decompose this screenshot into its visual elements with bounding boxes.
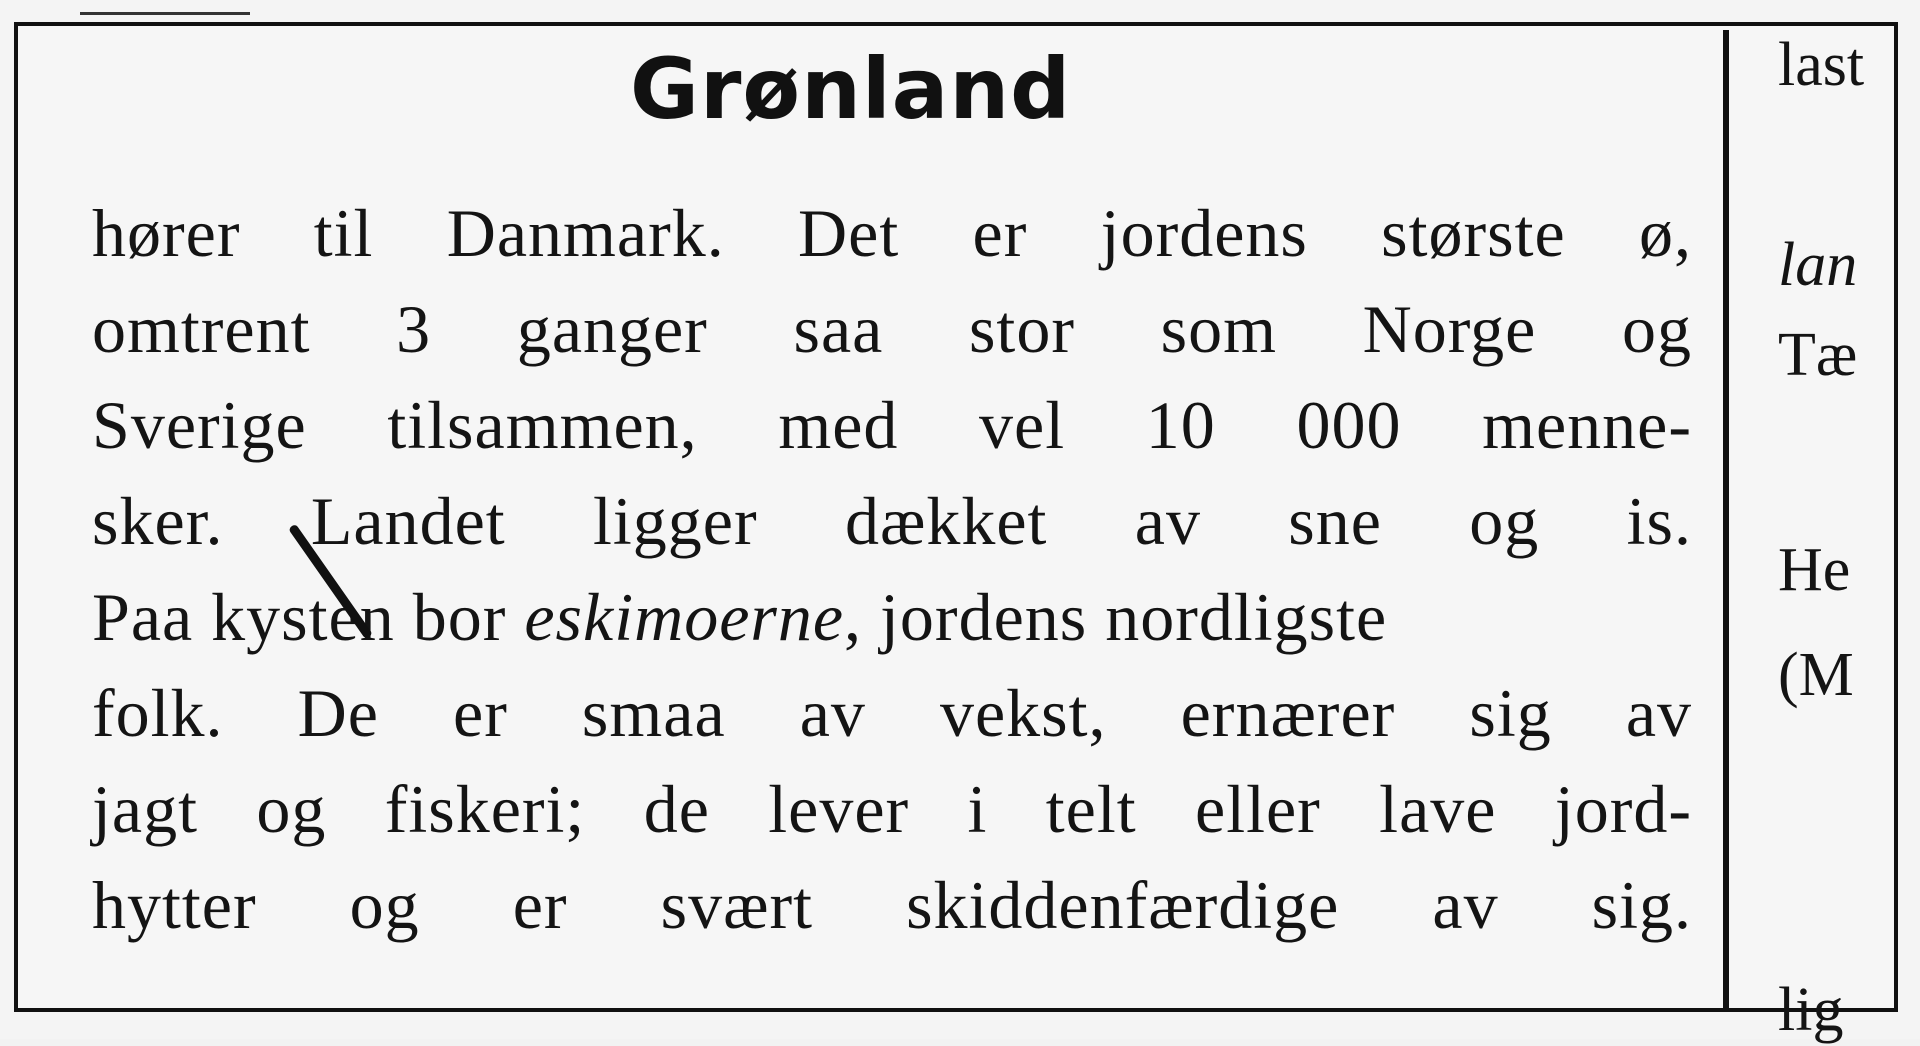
edge-fragment-3: Tæ bbox=[1778, 321, 1858, 389]
article-body bbox=[92, 185, 1692, 953]
body-line-7: jagt og fiskeri; de lever i telt eller lave jord- bbox=[92, 771, 1692, 847]
edge-fragment-5: (M bbox=[1778, 641, 1854, 709]
edge-fragment-1: last bbox=[1778, 31, 1865, 99]
body-line-5-end: , jordens nordligste bbox=[844, 579, 1388, 655]
emphasized-word: eskimoerne bbox=[524, 579, 845, 655]
body-line-4: sker. Landet ligger dækket av sne og is. bbox=[92, 483, 1692, 559]
article-title: Grønland bbox=[630, 40, 1072, 138]
body-line-8: hytter og er svært skiddenfærdige av sig. bbox=[92, 867, 1692, 943]
top-edge-mark bbox=[80, 12, 250, 15]
column-rule bbox=[1723, 30, 1729, 1010]
edge-fragment-6: lig bbox=[1778, 976, 1844, 1044]
body-line-6: folk. De er smaa av vekst, ernærer sig av bbox=[92, 675, 1692, 751]
body-line-2: omtrent 3 ganger saa stor som Norge og bbox=[92, 291, 1692, 367]
body-line-5-start: Paa kysten bor bbox=[92, 579, 507, 655]
body-line-3: Sverige tilsammen, med vel 10 000 menne- bbox=[92, 387, 1692, 463]
body-line-1: hører til Danmark. Det er jordens største ø, bbox=[92, 195, 1692, 271]
edge-fragment-4: He bbox=[1778, 536, 1851, 604]
edge-fragment-2: lan bbox=[1778, 231, 1858, 299]
